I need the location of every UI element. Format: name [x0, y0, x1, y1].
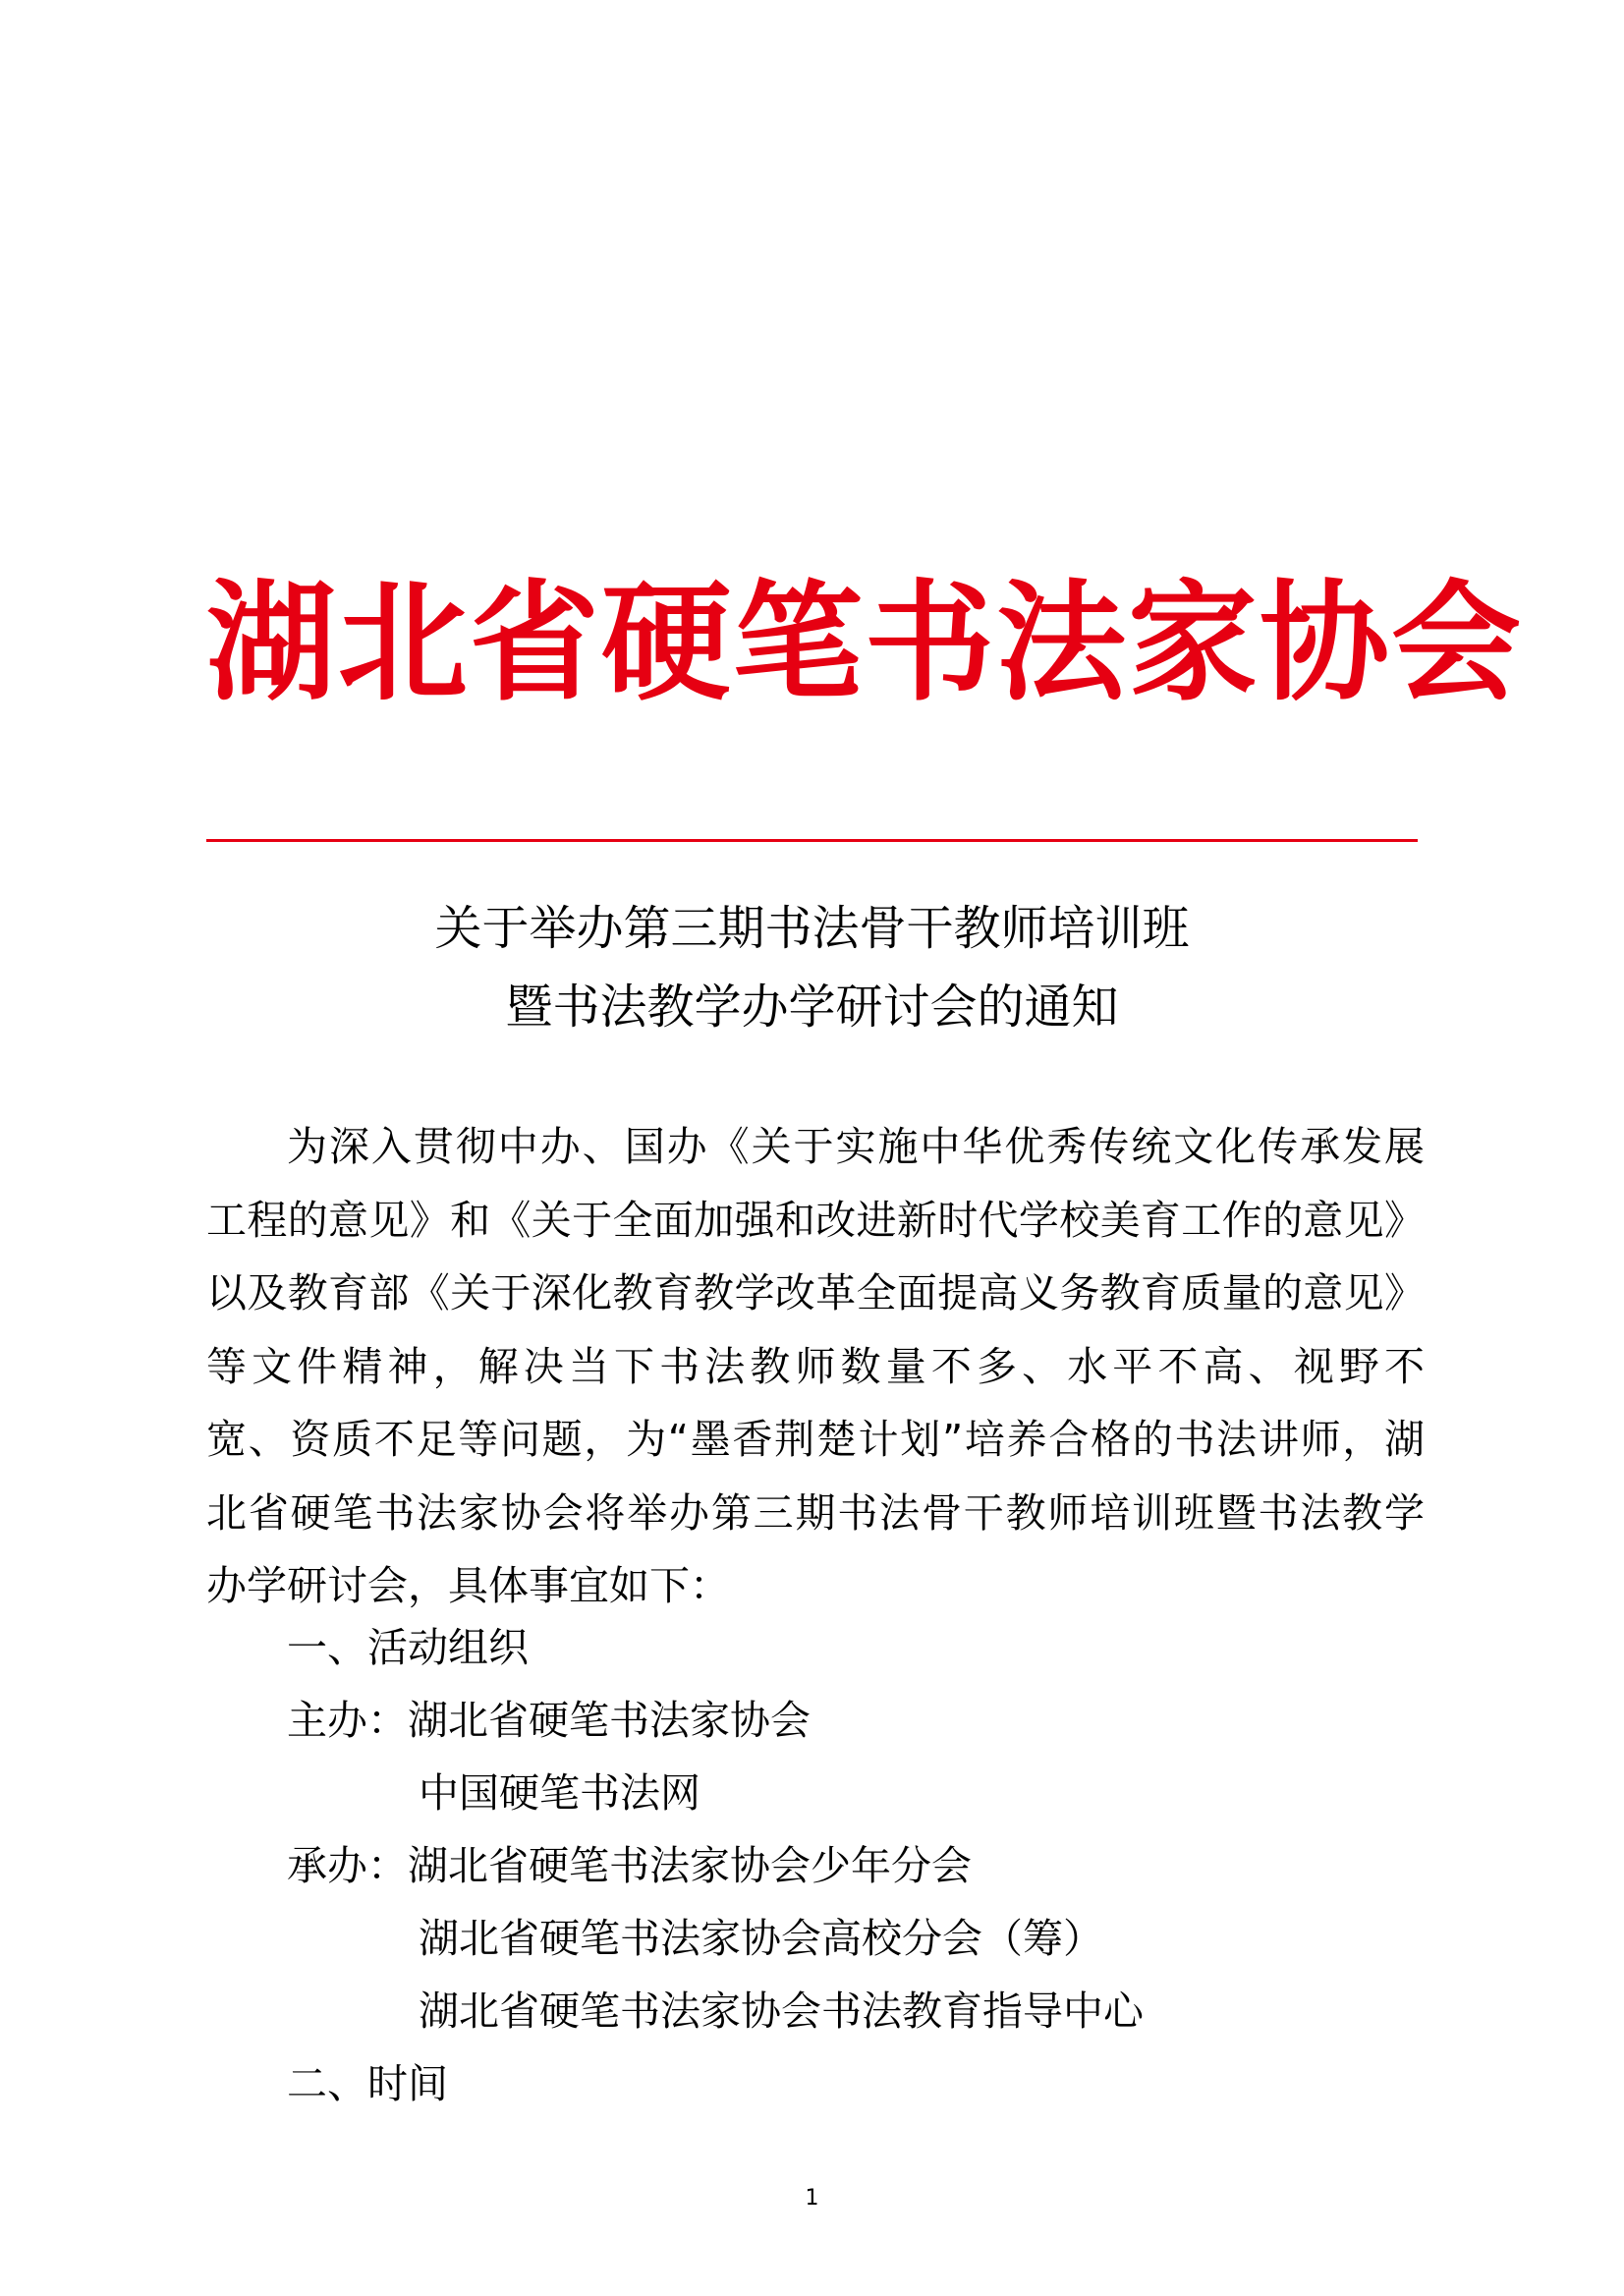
paragraph-line: 为深入贯彻中办、国办《关于实施中华优秀传统文化传承发展: [287, 1123, 1425, 1170]
host-line-2: 中国硬笔书法网: [419, 1769, 700, 1817]
letterhead-red-rule: [206, 839, 1418, 842]
organizer-line-2: 湖北省硬笔书法家协会高校分会（筹）: [419, 1915, 1103, 1962]
organizer-line-1: 承办：湖北省硬笔书法家协会少年分会: [287, 1842, 972, 1889]
paragraph-line: 北省硬笔书法家协会将举办第三期书法骨干教师培训班暨书法教学: [206, 1488, 1425, 1537]
paragraph-line: 以及教育部《关于深化教育教学改革全面提高义务教育质量的意见》: [206, 1269, 1425, 1316]
paragraph-line: 办学研讨会，具体事宜如下：: [206, 1562, 730, 1609]
paragraph-line: 宽、资质不足等问题，为“墨香荆楚计划”培养合格的书法讲师，湖: [206, 1416, 1425, 1463]
organization-letterhead-title: 湖北省硬笔书法家协会: [206, 568, 1523, 719]
organizer-line-3: 湖北省硬笔书法家协会书法教育指导中心: [419, 1988, 1144, 2035]
page-number: 1: [805, 2186, 819, 2211]
section-heading-activity-organization: 一、活动组织: [287, 1624, 529, 1671]
host-line-1: 主办：湖北省硬笔书法家协会: [287, 1697, 811, 1744]
notice-title-line-2: 暨书法教学办学研讨会的通知: [505, 980, 1119, 1035]
notice-title-line-1: 关于举办第三期书法骨干教师培训班: [434, 901, 1190, 956]
section-heading-time: 二、时间: [287, 2060, 448, 2107]
intro-paragraph: [206, 1110, 1425, 1623]
paragraph-line: 等文件精神，解决当下书法教师数量不多、水平不高、视野不: [206, 1342, 1425, 1390]
paragraph-line: 工程的意见》和《关于全面加强和改进新时代学校美育工作的意见》: [206, 1196, 1425, 1244]
